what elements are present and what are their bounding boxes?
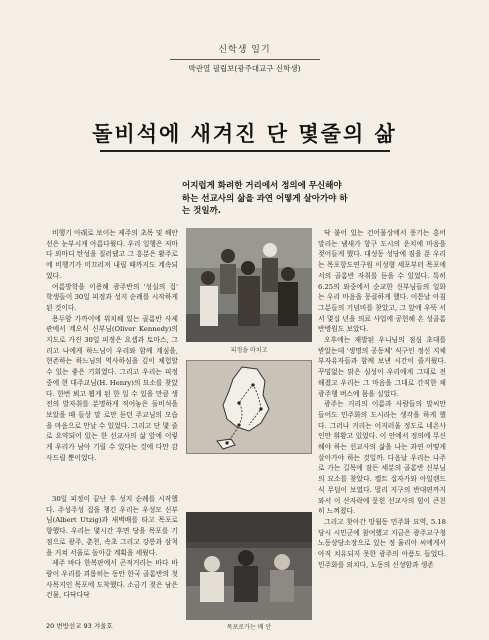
paragraph: 닥 붙어 있는 건어물상에서 풍기는 흥어 말리는 냄새가 항구 도시의 운치에 마음을 젖어들게 했다. 대성동 성당에 짐을 푼 우리는 목포항도연구원 이성형 세포부터 목포에서의 골롬반 자취를 듣을 수 있었다. 특히 6.25의 와중에서 순교한 신부님들의 일화는 우리 마음을 뭉클하게 했다. 이튿날 아침 그분들의 기념비를 찾았고, 그 앞에 우뚝 서서 몇십 년을 의료 사업에 공헌해 온 성골롬반병원도 보았다.: [318, 229, 446, 334]
article-title: 돌비석에 새겨진 단 몇줄의 삶: [92, 122, 397, 146]
paragraph: 제주 바다 한복판에서 곤적거리는 바다 바람이 우리를 괴롭히는 동안 한국 골롬반의 첫 사목지인 목포에 도착했다. 소금기 젖은 남은 건물, 다닥다닥: [46, 559, 178, 600]
paragraph: 용두암 가까이에 위치해 있는 골롬반 사제관에서 계오식 신부님(Oliver Kennedy)의 지도로 가진 30일 피정은 요셉과 토마스, 그리고 나에게 하느님이 우리와 함께 계심을, 현존하는 하느님의 역사하심을 깊이 체험할 수 있는 좋은 기회였다. 그리고 우리는 피정 중에 현 대주교님(H. Henry)의 묘소를 찾았다. 한번 뵈고 뵙게 된 한 일 수 있을 만큼 생전의 발자취를 분명하게 적어놓은 돌비석을 보았을 때 들상 말 로만 듣던 주교님의 모습을 마음으로 만날 수 있었다. 그리고 단 몇 줄로 요약되어 있는 한 선교사의 삶 앞에 이렇게 우리가 남아 기릴 수 있다는 것에 다만 감사드릴 뿐이었다.: [46, 314, 178, 462]
paragraph: 여름방학을 이용해 광주반의 '성실의 집' 학생들이 30일 피정과 성지 순례를 시작하게 된 것이다.: [46, 282, 178, 312]
photo-caption: 피정을 마치고: [230, 347, 268, 354]
boat-photo-illustration: [186, 512, 312, 620]
author-byline: 박관열 필립보(광주대교구 신학생): [188, 64, 301, 73]
boat-photo: [186, 512, 312, 620]
left-column-top: [46, 228, 178, 488]
title-rule: [100, 150, 390, 152]
lead-text: 어지럽게 화려한 거리에서 정의에 무신해야 하는 선교사의 삶을 과연 어떻게 살아가야 하는 것일까.: [182, 181, 348, 216]
group-photo-illustration: [186, 228, 312, 342]
paragraph: 비행기 아래로 보이는 제주의 초목 및 해안선은 눈부시게 아름다웠다. 우리 일행은 저마다 외마디 탄성을 질러댔고 그 흥분은 활주로에 비행기가 미끄러져 내릴 때까지도 계속되었다.: [46, 229, 178, 280]
paragraph: 그리고 찾아간 망월동 민주화 묘역, 5.18 당시 시민군에 참여했고 지금은 광주교구청 노동상담소장으로 있는 정 율리아 씨에게서 아직 치유되지 못한 광주의 아픔도 들었다. 민주화를 외치다, 노동의 신성함과 생존: [318, 517, 446, 569]
left-column-bottom: [46, 494, 178, 620]
paragraph: 광주는 거리의 이름과 사람들의 말씨만 들어도 민주화의 도시라는 생각을 하게 했다. 그러나 거리는 어지러울 정도로 네온사인만 휘황고 있었다. 이 안에서 정의에 무신해야 하는 선교사의 삶을 나는 과연 어떻게 살아가야 하는 것일까. 다음날 우리는 나주로 가는 길목에 잠든 세분의 골롬반 신부님의 묘소를 찾았다. 켈트 십자가와 아일랜드식 무덤이 보였다. 멀리 지구의 반대편까지 와서 이 산자락에 묻힌 선교사의 힘이 큰친히 느껴졌다.: [318, 400, 446, 516]
korea-route-map: [187, 361, 311, 453]
photo-caption: 목포로가는 배 안: [226, 624, 272, 631]
page-folio: 20 변방선교 93 겨울호: [46, 622, 113, 630]
route-map: [186, 360, 312, 454]
right-column: [318, 228, 446, 620]
paragraph: 30일 피정이 끝난 후 성지 순례를 시작했다. 주성주성 집을 챙긴 우리는 우성모 신부님(Albert Utzig)과 새벽배를 타고 목포로 향했다. 우리는 몇시간 후면 당을 목포를 기점으로 광주, 춘천, 속초 그리고 강릉과 삼척을 거쳐 서울로 돌아갈 계획을 세웠다.: [46, 495, 178, 557]
section-kicker: 신학생 일기: [218, 45, 271, 55]
group-photo-retreat: [186, 228, 312, 342]
paragraph: 오후에는 재발된 우니님의 점심 초대를 받았는데 '생명의 공동체' 식구인 정신 지체 부자유자들과 함께 보낸 시간이 즐거웠다. 꾸밈없는 맑은 심성이 우리에게 그대로 전해졌고 우리는 그 마음을 그대로 간직한 채 광주행 버스에 몸을 실었다.: [318, 336, 446, 398]
header-rule: [170, 59, 320, 60]
section-header: [0, 42, 489, 74]
